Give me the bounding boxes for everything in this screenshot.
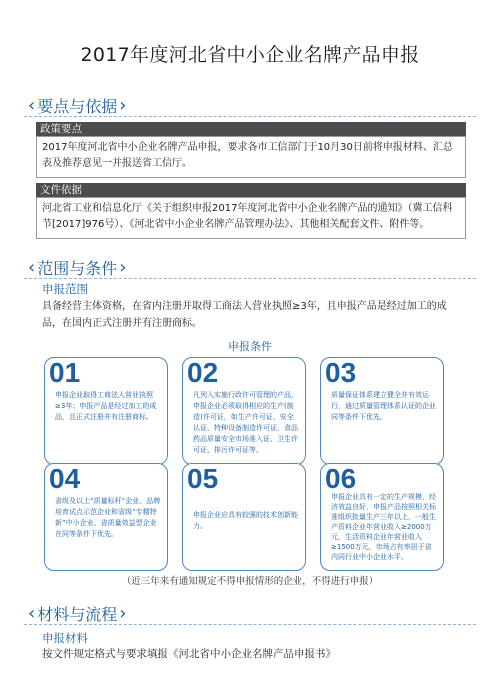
card-number: 02 (187, 357, 219, 388)
card-number: 03 (325, 357, 357, 388)
card-number: 06 (325, 463, 357, 494)
section-heading-materials (28, 602, 128, 625)
chevron-left-icon: ‹ (28, 603, 36, 624)
condition-card-06 (320, 463, 444, 571)
basis-bar: 文件依据 (36, 183, 466, 197)
chevron-right-icon: › (119, 95, 127, 116)
policy-bar: 政策要点 (36, 122, 466, 136)
section-heading-scope (28, 256, 128, 279)
chevron-right-icon: › (119, 257, 127, 278)
card-text: 省级及以上“质量标杆”企业、品牌培育试点示范企业和省级“专精特新”中小企业、省质量效益型企业在同等条件下优先。 (55, 497, 161, 538)
card-text: 申报企业取得工商法人营业执照≥3年；申报产品是经过加工的成品，且正式注册并有注册商标。 (55, 391, 157, 421)
divider (24, 624, 476, 625)
divider (24, 278, 476, 279)
condition-card-01 (44, 357, 168, 465)
card-text: 质量保证体系建立健全并有效运行，通过质量管理体系认证的企业同等条件下优先。 (331, 391, 436, 421)
card-text: 凡列入实施行政许可管理的产品，申报企业必须取得相应的生产(制造)许可证，如生产许可证、安全认证、特种设备制造许可证、食品药品质量安全市场准入证、卫生许可证、排污许可证等。 (193, 391, 298, 454)
chevron-right-icon: › (119, 603, 127, 624)
section-heading-label: 材料与流程 (37, 605, 118, 624)
section-heading-label: 要点与依据 (37, 97, 118, 116)
divider (24, 116, 476, 117)
scope-label: 申报范围 (42, 282, 88, 296)
chevron-left-icon: ‹ (28, 257, 36, 278)
card-text: 申报企业应具有较强的技术创新能力。 (193, 511, 298, 530)
material-label: 申报材料 (42, 631, 88, 645)
section-heading-label: 范围与条件 (37, 259, 118, 278)
page-title: 2017年度河北省中小企业名牌产品申报 (80, 44, 420, 66)
card-number: 04 (49, 463, 81, 494)
basis-text: 河北省工业和信息化厅《关于组织申报2017年度河北省中小企业名牌产品的通知》（冀工信科节[2017]976号）、《河北省中小企业名牌产品管理办法》、其他相关配套文件、附件等。 (36, 197, 466, 239)
card-number: 01 (49, 357, 81, 388)
condition-card-02 (182, 357, 306, 465)
policy-text: 2017年度河北省中小企业名牌产品申报，要求各市工信部门于10月30日前将申报材料、汇总表及推荐意见一并报送省工信厅。 (36, 136, 466, 178)
scope-text: 具备经营主体资格，在省内注册并取得工商法人营业执照≥3年，且申报产品是经过加工的成品，在国内正式注册并有注册商标。 (42, 301, 447, 329)
note-text: （近三年来有通知规定不得申报情形的企业，不得进行申报） (121, 576, 379, 587)
condition-card-05 (182, 463, 306, 571)
chevron-left-icon: ‹ (28, 95, 36, 116)
section-heading-key-points (28, 94, 128, 117)
conditions-title: 申报条件 (228, 340, 272, 353)
material-text: 按文件规定格式与要求填报《河北省中小企业名牌产品申报书》 (42, 648, 336, 660)
card-number: 05 (187, 463, 219, 494)
condition-card-04 (44, 463, 168, 571)
card-text: 申报企业具有一定的生产规模，经济效益良好，申报产品按照相关标准组织批量生产三年以上，一般生产资料企业年营业收入≥2000万元，生活资料企业年营业收入≥1500万元，市场占有率居于省内同行业中小企业水平。 (331, 493, 436, 561)
condition-card-03 (320, 357, 444, 465)
